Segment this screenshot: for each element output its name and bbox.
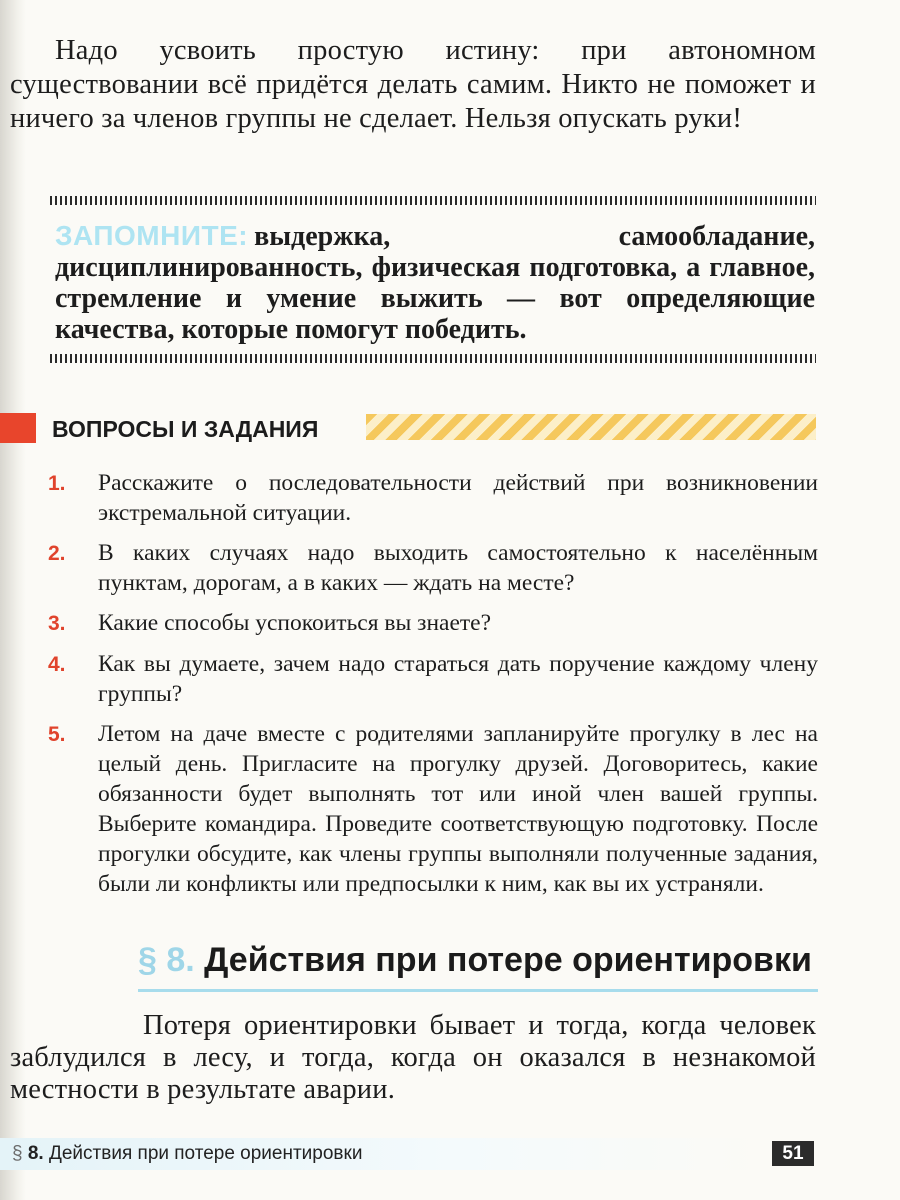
question-number: 5. <box>48 723 66 746</box>
section-paragraph: Потеря ориентировки бывает и тогда, когда человек заблудился в лесу, и тогда, когда он оказался в незнакомой местности в результате аварии. <box>10 1010 816 1105</box>
question-number: 3. <box>48 612 66 635</box>
remember-label: ЗАПОМНИТЕ: <box>55 220 249 251</box>
footer-section-title: Действия при потере ориентировки <box>49 1143 363 1164</box>
question-text: Летом на даче вместе с родителями запланируйте прогулку в лес на целый день. Пригласите на прогулку друзей. Договоритесь, какие обязанности будет выполнять тот или иной член вашей группы. Выберите командира. Проведите соответствующую подготовку. После прогулки обсудите, как члены группы выполняли полученные задания, были ли конфликты или предпосылки к ним, как вы их устраняли. <box>98 721 818 897</box>
question-text: Расскажите о последовательности действий при возникновении экстремальной ситуации. <box>98 470 818 526</box>
remember-block <box>55 220 815 345</box>
question-text: Какие способы успокоиться вы знаете? <box>98 610 492 636</box>
question-item <box>48 649 818 709</box>
questions-list <box>48 468 818 909</box>
remember-bottom-divider <box>50 354 816 363</box>
footer-section-number: 8. <box>27 1143 44 1164</box>
section-heading-rule <box>138 989 818 992</box>
question-text: Как вы думаете, зачем надо стараться дать поручение каждому члену группы? <box>98 651 818 707</box>
question-text: В каких случаях надо выходить самостоятельно к населённым пунктам, дорогам, а в каких — ждать на месте? <box>98 540 818 596</box>
remember-top-divider <box>50 196 816 205</box>
questions-stripe-band <box>366 414 816 440</box>
page-number: 51 <box>772 1141 814 1166</box>
footer-running-head <box>12 1141 362 1167</box>
questions-title: ВОПРОСЫ И ЗАДАНИЯ <box>52 416 319 442</box>
question-item <box>48 538 818 598</box>
section-number: § 8. <box>138 941 195 979</box>
question-number: 4. <box>48 653 66 676</box>
question-number: 1. <box>48 472 66 495</box>
question-item <box>48 719 818 899</box>
footer-section-symbol: § <box>12 1143 23 1164</box>
question-item <box>48 608 818 639</box>
questions-marker <box>0 413 36 443</box>
remember-text: выдержка, самообладание, дисциплинированность, физическая подготовка, а главное, стремление и умение выжить — вот определяющие качества, которые помогут победить. <box>55 221 815 345</box>
question-number: 2. <box>48 542 66 565</box>
question-item <box>48 468 818 528</box>
section-title: Действия при потере ориентировки <box>204 941 812 979</box>
section-heading <box>138 938 818 982</box>
intro-paragraph: Надо усвоить простую истину: при автономном существовании всё придётся делать самим. Никто не поможет и ничего за членов группы не сделает. Нельзя опускать руки! <box>10 35 816 134</box>
